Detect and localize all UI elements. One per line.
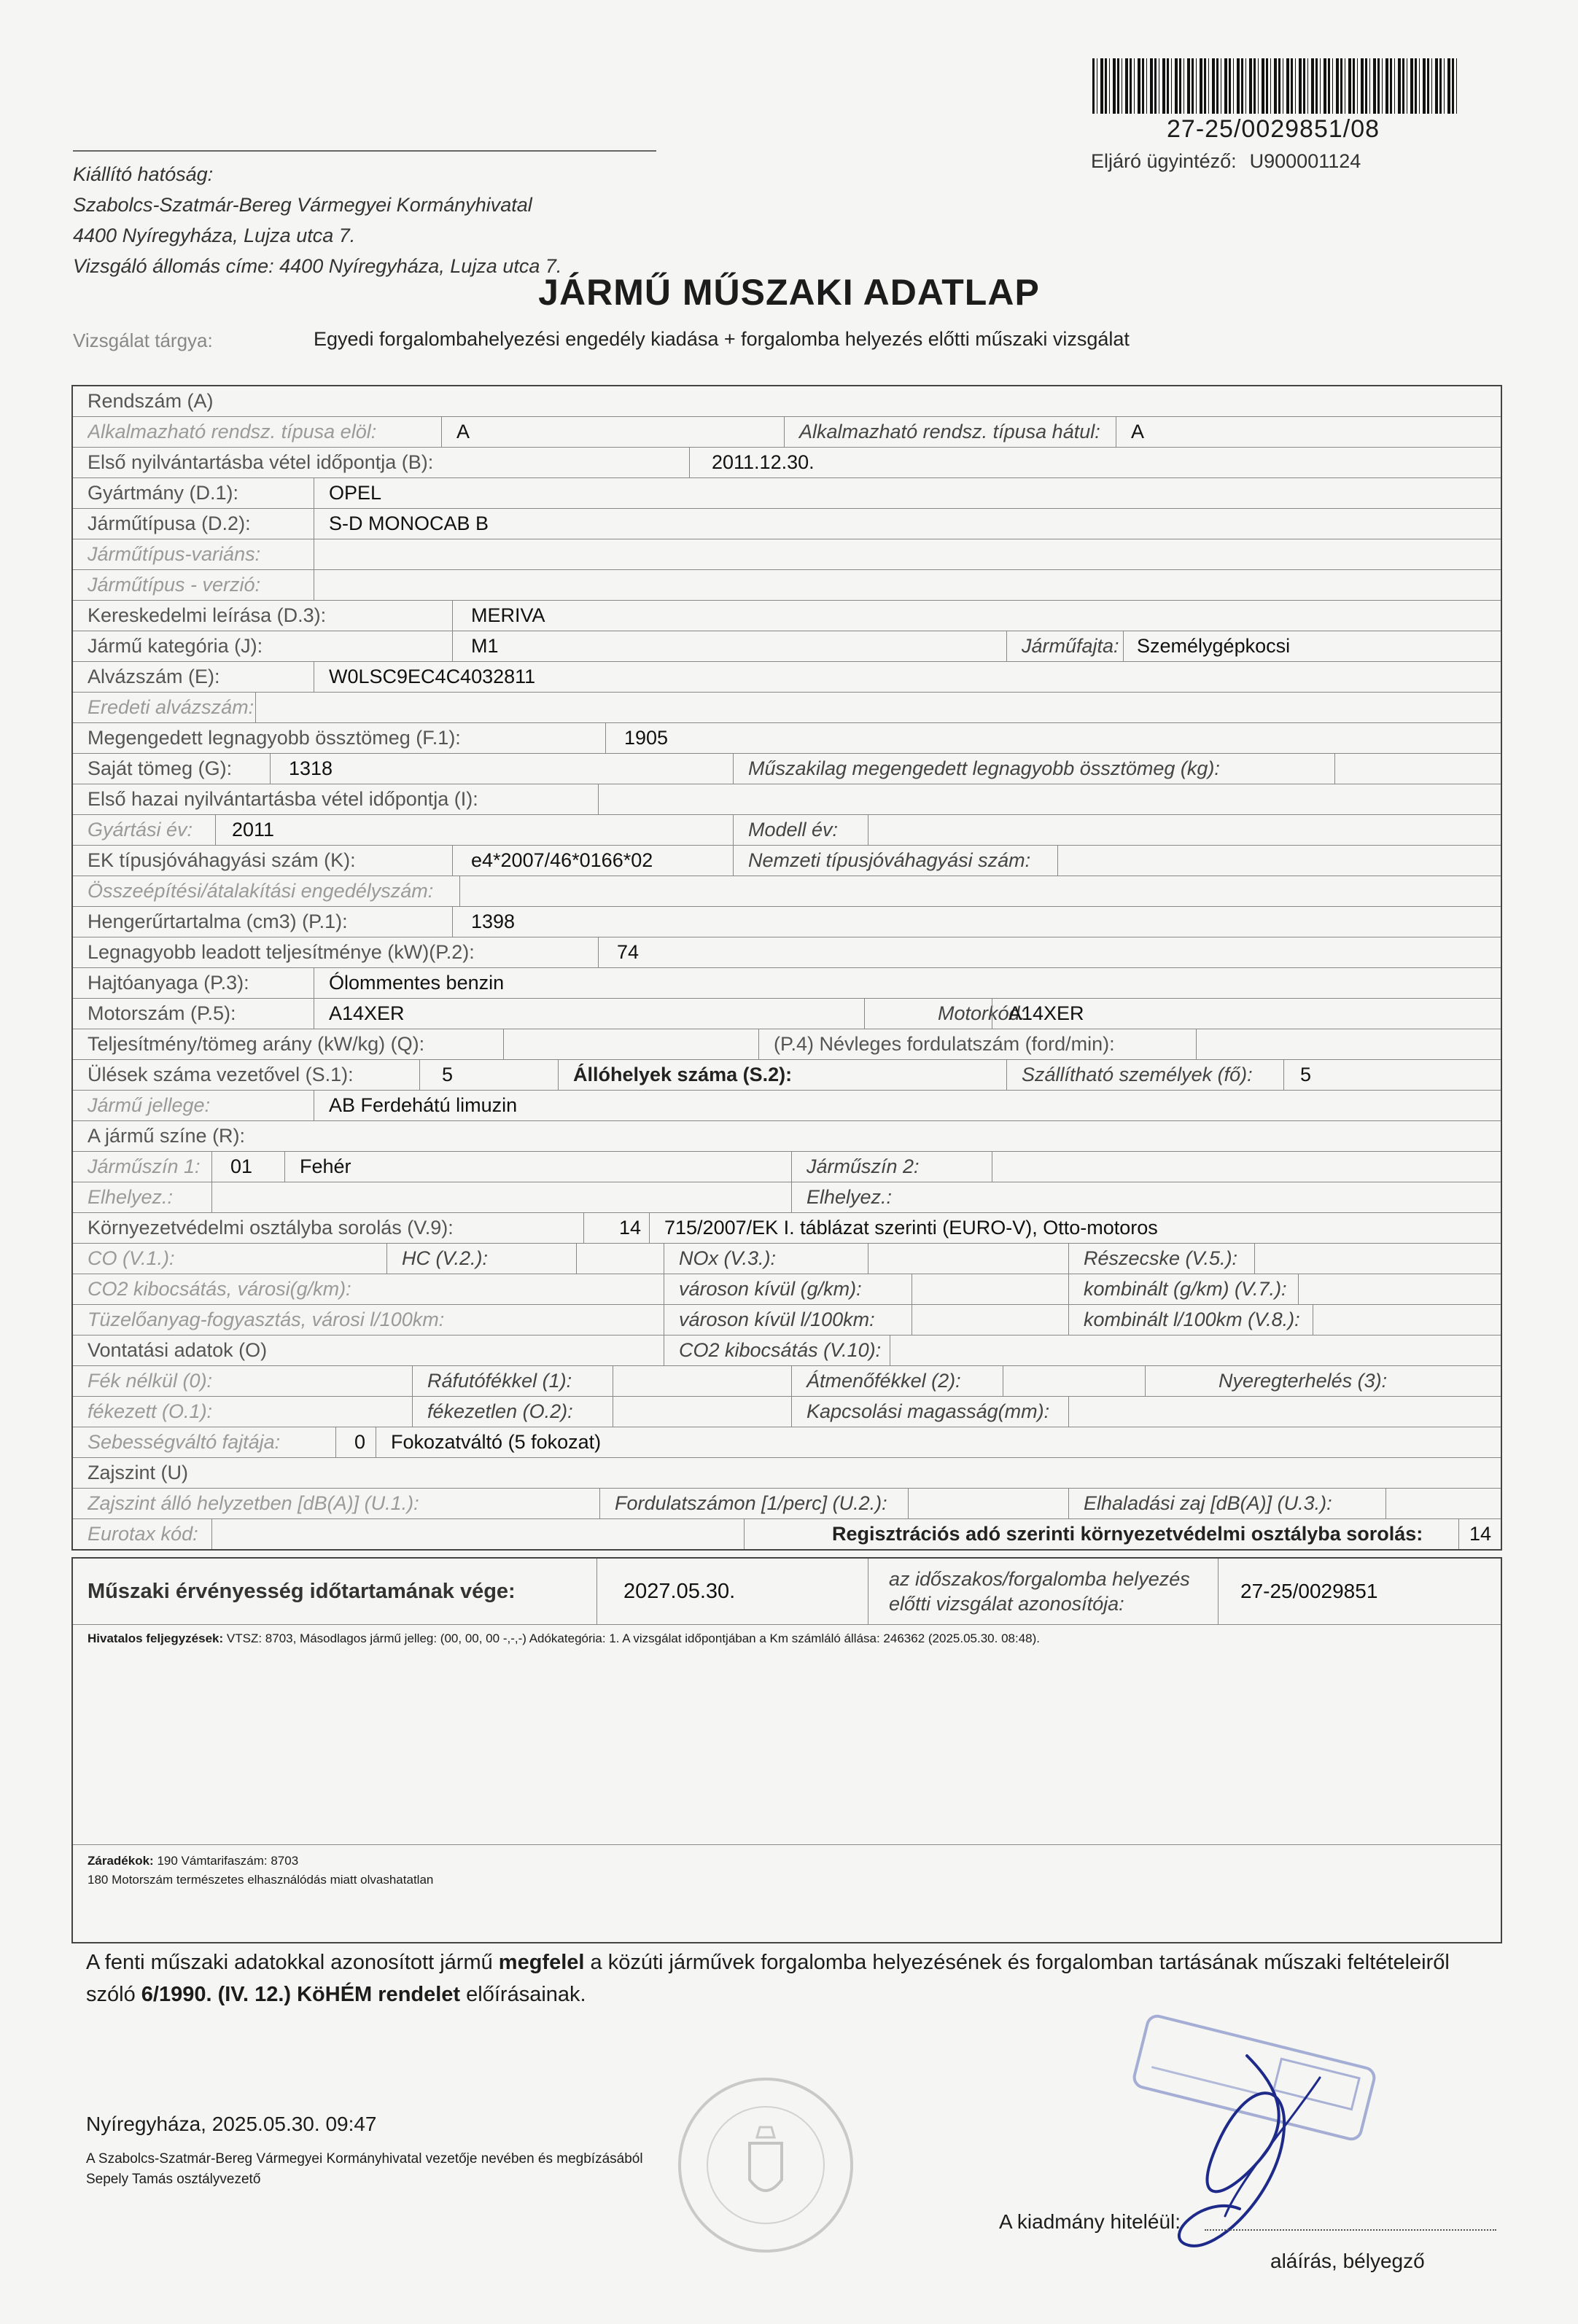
ek-value: e4*2007/46*0166*02 (452, 846, 653, 876)
type-label: Járműtípusa (D.2): (88, 512, 251, 534)
first-hu-label: Első hazai nyilvántartásba vétel időpontja (I): (88, 788, 478, 810)
env-value: 715/2007/EK I. táblázat szerinti (EURO-V), Otto-motoros (649, 1213, 1158, 1243)
overrun-label: Ráfutófékkel (1): (412, 1366, 572, 1396)
cc-label: Hengerűrtartalma (cm3) (P.1): (88, 911, 348, 932)
color2-label: Járműszín 2: (791, 1152, 920, 1182)
engine-no-value: A14XER (314, 999, 405, 1029)
table-row (73, 631, 1501, 662)
table-row (73, 1305, 1501, 1335)
issuer-address: 4400 Nyíregyháza, Lujza utca 7. (73, 225, 356, 246)
table-row (73, 509, 1501, 539)
table-row (73, 539, 1501, 570)
exam-id-label (868, 1559, 1190, 1624)
gearbox-code: 0 (335, 1427, 365, 1457)
ek-label: EK típusjóváhagyási szám (K): (88, 849, 356, 871)
clauses (88, 1852, 433, 1890)
front-plate-label: Alkalmazható rendsz. típusa elöl: (88, 421, 377, 442)
validity-box (71, 1557, 1502, 1943)
table-row (73, 1213, 1501, 1244)
version-label: Járműtípus - verzió: (88, 574, 261, 596)
handler-label: Eljáró ügyintéző: (1091, 150, 1237, 172)
table-row (73, 723, 1501, 754)
clause-1: 190 Vámtarifaszám: 8703 (157, 1854, 299, 1868)
co2-label: CO2 kibocsátás (V.10): (664, 1335, 881, 1365)
variant-value (314, 539, 322, 569)
validity-label: Műszaki érvényesség időtartamának vége: (88, 1579, 516, 1603)
fuel-comb-value (1313, 1305, 1321, 1335)
notes-text: VTSZ: 8703, Másodlagos jármű jelleg: (00, 00, 00 -,-,-) Adókategória: 1. A vizsgálat időpontjában a Km számláló állása: 246362 (2025.05.30. 08:48). (226, 1631, 1040, 1645)
co2-city-label: CO2 kibocsátás, városi(g/km): (88, 1278, 351, 1300)
official-seal-icon (671, 2070, 860, 2260)
elhelyez2-label: Elhelyez.: (791, 1182, 892, 1212)
version-value (314, 570, 322, 600)
year-label: Gyártási év: (88, 819, 193, 841)
assembly-label: Összeépítési/átalakítási engedélyszám: (88, 880, 434, 902)
engine-code-label: Motorkód: (864, 999, 1025, 1029)
table-row (73, 417, 1501, 448)
engine-no-label: Motorszám (P.5): (88, 1002, 236, 1024)
subject-label: Vizsgálat tárgya: (73, 330, 213, 351)
table-row (73, 1427, 1501, 1458)
table-row (73, 1091, 1501, 1121)
nobrake-label: Fék nélkül (0): (88, 1370, 213, 1392)
gearbox-value: Fokozatváltó (5 fokozat) (376, 1427, 601, 1457)
env-label: Környezetvédelmi osztályba sorolás (V.9): (88, 1217, 454, 1239)
validity-row (73, 1559, 1501, 1625)
fuel-city-label: Tüzelőanyag-fogyasztás, városi l/100km: (88, 1309, 445, 1330)
co-label: CO (V.1.): (88, 1247, 175, 1269)
official-name: Sepely Tamás osztályvezető (86, 2172, 261, 2187)
table-row (73, 937, 1501, 968)
persons-label: Szállítható személyek (fő): (1006, 1060, 1253, 1090)
model-year-value (868, 815, 876, 845)
noise-pass-value (1385, 1489, 1394, 1518)
first-hu-value (598, 784, 606, 814)
table-row (73, 1335, 1501, 1366)
overrun-value (613, 1366, 621, 1396)
table-row (73, 1152, 1501, 1182)
signature-line (1205, 2229, 1496, 2231)
kind-label: Járműfajta: (1006, 631, 1119, 661)
power-label: Legnagyobb leadott teljesítménye (kW)(P.2): (88, 941, 475, 963)
saddle-label: Nyeregterhelés (3): (1145, 1366, 1387, 1396)
front-plate-value: A (441, 417, 470, 447)
barcode (1092, 58, 1457, 114)
table-row (73, 1519, 1501, 1549)
table-row (73, 601, 1501, 631)
rpm-value (1196, 1029, 1204, 1059)
noise-stand-label: Zajszint álló helyzetben [dB(A)] (U.1.): (88, 1492, 419, 1514)
table-row (73, 784, 1501, 815)
seats-label: Ülések száma vezetővel (S.1): (88, 1064, 354, 1085)
cc-value: 1398 (452, 907, 515, 937)
table-row (73, 1182, 1501, 1213)
table-row (73, 754, 1501, 784)
make-label: Gyártmány (D.1): (88, 482, 239, 504)
conclusion (86, 1946, 1501, 2011)
first-reg-value: 2011.12.30. (689, 448, 930, 477)
particle-label: Részecske (V.5.): (1068, 1244, 1237, 1274)
year-value: 2011 (215, 815, 274, 845)
noise-label: Zajszint (U) (88, 1462, 189, 1483)
validity-date: 2027.05.30. (596, 1559, 915, 1624)
own-mass-value: 1318 (270, 754, 333, 784)
particle-value (1254, 1244, 1262, 1274)
color1-value: Fehér (284, 1152, 351, 1182)
page-title: JÁRMŰ MŰSZAKI ADATLAP (538, 272, 1040, 313)
color1-code: 01 (211, 1152, 252, 1182)
tech-mass-value (1334, 754, 1342, 784)
conclusion-text-1: A fenti műszaki adatokkal azonosított jármű (86, 1951, 499, 1974)
co2-value (890, 1335, 898, 1365)
noise-pass-label: Elhaladási zaj [dB(A)] (U.3.): (1068, 1489, 1332, 1518)
document-number: 27-25/0029851/08 (1167, 115, 1380, 143)
table-row (73, 662, 1501, 693)
orig-vin-value (255, 693, 263, 722)
assembly-value (459, 876, 467, 906)
unbraked-value (613, 1397, 621, 1427)
trade-label: Kereskedelmi leírása (D.3): (88, 604, 327, 626)
unbraked-label: fékezetlen (O.2): (412, 1397, 573, 1427)
station-address: 4400 Nyíregyháza, Lujza utca 7. (279, 255, 562, 277)
table-row (73, 999, 1501, 1029)
table-row (73, 478, 1501, 509)
persons-value: 5 (1283, 1060, 1311, 1090)
hc-label: HC (V.2.): (386, 1244, 488, 1274)
clause-2: 180 Motorszám természetes elhasználódás miatt olvashatatlan (88, 1873, 434, 1887)
eurotax-label: Eurotax kód: (88, 1523, 198, 1545)
behalf-text: A Szabolcs-Szatmár-Bereg Vármegyei Kormányhivatal vezetője nevében és megbízásából (86, 2151, 643, 2167)
issuer-name: Szabolcs-Szatmár-Bereg Vármegyei Kormányhivatal (73, 194, 532, 216)
co2-comb-value (1298, 1274, 1306, 1304)
eurotax-value (211, 1519, 219, 1549)
national-label: Nemzeti típusjóváhagyási szám: (733, 846, 1030, 876)
first-reg-label: Első nyilvántartásba vétel időpontja (B): (88, 451, 434, 473)
conclusion-text-3: előírásainak. (460, 1983, 586, 2006)
plate-title: Rendszám (A) (88, 390, 214, 412)
fuel-value: Ólommentes benzin (314, 968, 504, 998)
vin-value: W0LSC9EC4C4032811 (314, 662, 535, 692)
braked-label: fékezett (O.1): (88, 1400, 213, 1422)
make-value: OPEL (314, 478, 381, 508)
national-value (1057, 846, 1065, 876)
type-value: S-D MONOCAB B (314, 509, 489, 539)
vin-label: Alvázszám (E): (88, 666, 220, 687)
place-date: Nyíregyháza, 2025.05.30. 09:47 (86, 2113, 377, 2135)
conclusion-text-2: a közúti járművek forgalomba helyezésének és forgalomban tartásának műszaki feltételeiről szóló (86, 1951, 1450, 2006)
conclusion-regulation: 6/1990. (IV. 12.) KöHÉM rendelet (141, 1983, 461, 2006)
table-row (73, 1121, 1501, 1152)
hc-value (576, 1244, 584, 1274)
issuer-divider (73, 150, 656, 152)
fuel-out-value (912, 1305, 920, 1335)
table-row (73, 1060, 1501, 1091)
engine-code-value: A14XER (992, 999, 1084, 1029)
rpm-label: (P.4) Névleges fordulatszám (ford/min): (758, 1029, 1115, 1059)
table-row (73, 907, 1501, 937)
subject: Egyedi forgalombahelyezési engedély kiadása + forgalomba helyezés előtti műszaki vizsgálat (314, 328, 1130, 350)
case-handler (1091, 150, 1361, 173)
fuel-label: Hajtóanyaga (P.3): (88, 972, 249, 994)
ratio-label: Teljesítmény/tömeg arány (kW/kg) (Q): (88, 1033, 425, 1055)
signature-label: aláírás, bélyegző (1270, 2250, 1425, 2272)
nox-value (868, 1244, 876, 1274)
nox-label: NOx (V.3.): (664, 1244, 776, 1274)
max-mass-value: 1905 (605, 723, 668, 753)
noise-rpm-label: Fordulatszámon [1/perc] (U.2.): (599, 1489, 887, 1518)
env-code: 14 (583, 1213, 641, 1243)
authentication-label: A kiadmány hiteléül: (999, 2210, 1181, 2233)
model-year-label: Modell év: (733, 815, 838, 845)
conclusion-verdict: megfelel (498, 1951, 585, 1974)
table-row (73, 1029, 1501, 1060)
table-row (73, 968, 1501, 999)
kind-value: Személygépkocsi (1123, 631, 1290, 661)
exam-id-label-2: előtti vizsgálat azonosítója: (889, 1593, 1124, 1615)
official-notes (73, 1624, 1501, 1845)
own-mass-label: Saját tömeg (G): (88, 757, 233, 779)
clauses-label: Záradékok: (88, 1854, 154, 1868)
reg-tax-label: Regisztrációs adó szerinti környezetvédelmi osztályba sorolás: (744, 1519, 1423, 1549)
through-value (1003, 1366, 1011, 1396)
character-value: AB Ferdehátú limuzin (314, 1091, 517, 1120)
gearbox-label: Sebességváltó fajtája: (88, 1431, 281, 1453)
exam-id: 27-25/0029851 (1218, 1559, 1523, 1624)
table-row (73, 1458, 1501, 1489)
power-value: 74 (598, 937, 639, 967)
seats-value: 5 (419, 1060, 453, 1090)
coupling-value (1068, 1397, 1076, 1427)
table-row (73, 1244, 1501, 1274)
elhelyez1-value (211, 1182, 219, 1212)
through-label: Átmenőfékkel (2): (791, 1366, 961, 1396)
rear-plate-label: Alkalmazható rendsz. típusa hátul: (784, 417, 1100, 447)
character-label: Jármű jellege: (88, 1094, 211, 1116)
coupling-label: Kapcsolási magasság(mm): (791, 1397, 1049, 1427)
table-row (73, 1274, 1501, 1305)
variant-label: Járműtípus-variáns: (88, 543, 261, 565)
table-row (73, 1489, 1501, 1519)
ratio-value (503, 1029, 511, 1059)
station-label: Vizsgáló állomás címe: (73, 255, 274, 277)
table-row (73, 815, 1501, 846)
co2-out-label: városon kívül (g/km): (664, 1274, 862, 1304)
table-row (73, 448, 1501, 478)
standing-label: Állóhelyek száma (S.2): (558, 1060, 792, 1090)
table-row (73, 386, 1501, 417)
trade-value: MERIVA (452, 601, 545, 631)
notes-line (88, 1631, 1488, 1646)
issuer-block (73, 159, 561, 281)
table-row (73, 1366, 1501, 1397)
table-row (73, 693, 1501, 723)
color1-label: Járműszín 1: (88, 1155, 201, 1177)
noise-rpm-value (908, 1489, 916, 1518)
table-row (73, 876, 1501, 907)
reg-tax-value: 14 (1458, 1519, 1501, 1549)
category-label: Jármű kategória (J): (88, 635, 263, 657)
fuel-comb-label: kombinált l/100km (V.8.): (1068, 1305, 1300, 1335)
orig-vin-label: Eredeti alvázszám: (88, 696, 254, 718)
co2-out-value (912, 1274, 920, 1304)
tech-mass-label: Műszakilag megengedett legnagyobb össztömeg (kg): (733, 754, 1220, 784)
table-row (73, 846, 1501, 876)
handler-value: U900001124 (1249, 150, 1361, 172)
rear-plate-value: A (1116, 417, 1144, 447)
color-title: A jármű színe (R): (88, 1125, 246, 1147)
elhelyez1-label: Elhelyez.: (88, 1186, 174, 1208)
vehicle-data-table (71, 385, 1502, 1551)
co2-comb-label: kombinált (g/km) (V.7.): (1068, 1274, 1287, 1304)
fuel-out-label: városon kívül l/100km: (664, 1305, 875, 1335)
signatory-block (86, 2149, 643, 2190)
category-value: M1 (452, 631, 499, 661)
table-row (73, 570, 1501, 601)
towing-label: Vontatási adatok (O) (88, 1339, 268, 1361)
color2-value (992, 1152, 1000, 1182)
notes-label: Hivatalos feljegyzések: (88, 1631, 224, 1645)
exam-id-label-1: az időszakos/forgalomba helyezés (889, 1568, 1190, 1590)
table-row (73, 1397, 1501, 1427)
max-mass-label: Megengedett legnagyobb össztömeg (F.1): (88, 727, 461, 749)
issuer-label: Kiállító hatóság: (73, 163, 214, 185)
